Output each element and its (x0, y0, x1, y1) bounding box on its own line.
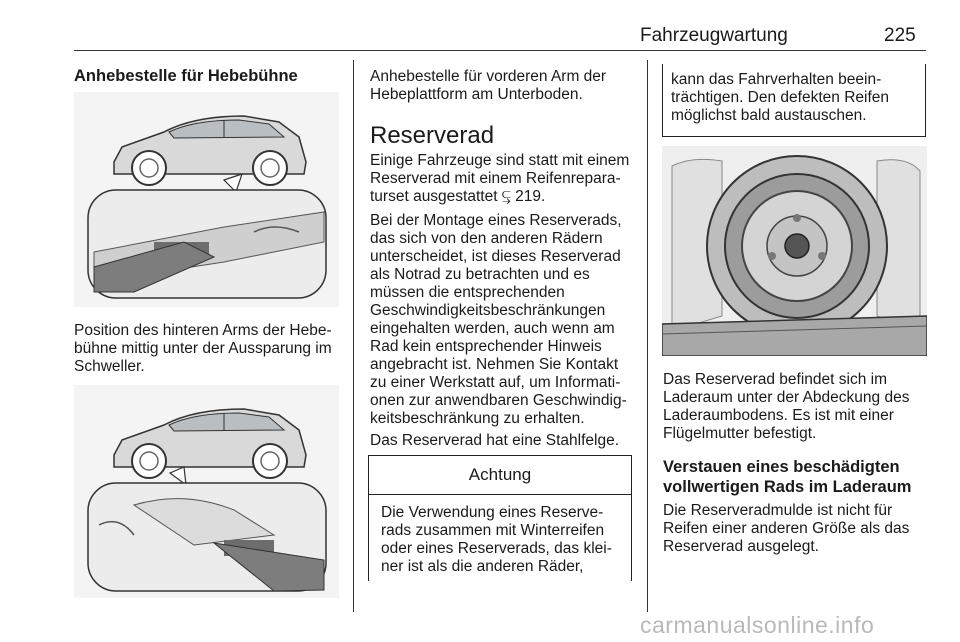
warning-text-continued: kann das Fahrverhalten beein- trächtigen. Den defekten Reifen möglichst bald austauschen. (671, 71, 889, 124)
spare-wheel-location-text: Das Reserverad befindet sich im Laderaum unter der Abdeckung des Laderaumbodens. Es ist mit einer Flügelmutter befestigt. (663, 371, 910, 442)
steel-rim-note: Das Reserverad hat eine Stahlfelge. (370, 432, 620, 449)
lift-point-heading: Anhebestelle für Hebebühne (74, 67, 298, 85)
warning-box (368, 455, 632, 581)
column-divider (353, 60, 354, 612)
rear-lift-point-figure (74, 92, 339, 307)
stowing-heading: Verstauen eines beschädigten vollwertigen Rads im Laderaum (663, 458, 912, 496)
chapter-title: Fahrzeugwartung (640, 25, 788, 46)
warning-title: Achtung (369, 456, 631, 495)
spare-wheel-paragraph: Bei der Montage eines Reserverads, das sich von den anderen Rädern unterscheidet, ist dieses Reserverad als Notrad zu betrachten und es müssen die entsprechenden Geschwindigkeitsbeschränkungen eingehalten werden, auch wenn am Rad kein entsprechender Hinweis angebracht ist. Nehmen Sie Kontakt zu einer Werkstatt auf, um Informati- onen zur anwendbaren Geschwindig- keitsbeschränkung zu erhalten. (370, 212, 627, 427)
spare-wheel-intro: Einige Fahrzeuge sind statt mit einem Reserverad mit einem Reifenrepara- turset ausgestattet ⥹ 219. (370, 152, 630, 205)
section-title: Reserverad (370, 122, 495, 149)
column-divider (647, 60, 648, 612)
page-number: 225 (884, 25, 916, 46)
rear-arm-caption: Position des hinteren Arms der Hebe- bühne mittig unter der Aussparung im Schweller. (74, 322, 332, 375)
spare-wheel-figure (662, 146, 927, 356)
warning-box-continued (662, 64, 926, 137)
front-lift-point-figure (74, 385, 339, 598)
front-arm-text: Anhebestelle für vorderen Arm der Hebeplattform am Unterboden. (370, 68, 607, 103)
warning-text: Die Verwendung eines Reserve- rads zusammen mit Winterreifen oder eines Reserverads, das klei- ner ist als die anderen Räder, (381, 504, 612, 575)
header-rule (74, 50, 926, 51)
watermark: carmanualsonline.info (640, 612, 875, 638)
spare-well-text: Die Reserveradmulde ist nicht für Reifen einer anderen Größe als das Reserverad ausgelegt. (663, 502, 910, 555)
